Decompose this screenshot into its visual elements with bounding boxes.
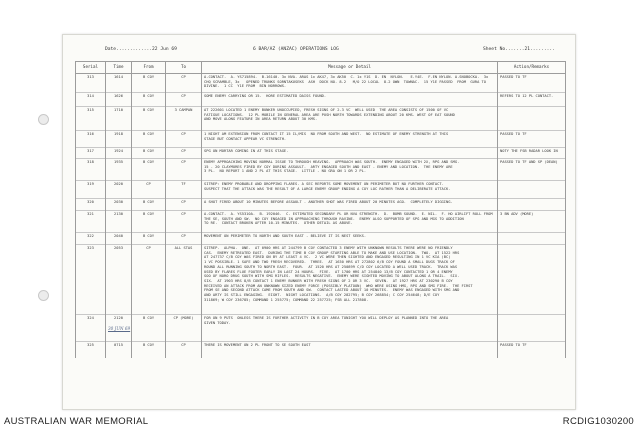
cell-serial: 321 bbox=[76, 211, 106, 233]
cell-from: B COY bbox=[132, 342, 166, 358]
cell-to: CP bbox=[166, 233, 202, 245]
cell-time: 1935 bbox=[106, 159, 132, 181]
cell-message: SITREP. ALPHA. ONE. AT 0900 HRS AT 244799 B COY CONTACTED 3 ENEMY WITH UNKNOWN RESULTS THERE WERE NO FRIENDLY CAS. ENEMY RETREATED EAST. DURING THE TIME B COY GROUP STARTING ABLE TO MAKE AND USE LOCATION. TWO. AT 1522 HRS AT 247737 C/B COY WAS FIRED ON BY AT LEAST 4 VC. 2 VC WERE THEN SIGHTED AND ENGAGED RESULTING IN 1 VC KIA (BC) 1 VC POSSIBLE. 1 SAFE AND TWO FRESH RECOVERED. THREE. AT 1630 HRS AT 272802 6/B COY FOUND A SMALL DUGS TRACK OF ROUND ALL RUNNING SOUTH TO NORTH EAST. FOUR. AT 1520 HRS AT 250899 C/D COY LOCATED A WELL USED TRACK. TRACK WAS USED BY FLARES FLUE FOOTER EARLY IN LAST 24 HOURS. FIVE. AT 1700 HRS AT 254840 13/B COY CONTACTED 1 OR 4 ENEMY SOO OF NORO DRUG SOUTH WITH SMG RIFLES. RESULTS NEGATIVE. ENEMY WERE SIGHTED MOVING TO ABOUT ALONG A TRAIL. SIX. SIX. AT 1903 HRS 8/B CONTACT 1 ENEMY BUNKER WITH FRESH SIGNS OF 2 OR 3 VC. SEVEN. AT 1927 HRS AT 230290 B COY RECEIVED AN ATTACK FROM AN UNKNOWN SIZED ENEMY FORCE (POSSIBLY PLATOON) WHO WERE USING HMG, RPG AND SMG FIRE. THE FIRST FROM SE AND SECOND ATTACK CAME FROM SOUTH AND SW. CONTACT LASTED ABOUT 10 MINUTES. ENEMY WAS ENGAGED WITH SMG AND AND ARTY IS STILL ENGAGING. EIGHT. NIGHT LOCATIONS. A/B COY 282795; B COY 268854; C COY 254648; D/E COY 311869; W COY 236785; COMMAND 1 255775; COMMAND 22 257725; FSB ALL 217808. bbox=[202, 245, 498, 315]
column-header-serial: Serial bbox=[76, 62, 106, 74]
binder-punch-hole bbox=[38, 290, 49, 301]
cell-time: 1924 bbox=[106, 148, 132, 159]
cell-message: FOR ON 9 PUTS ONLESS THERE IS FURTHER ACTIVITY IN B COY AREA TONIGHT YOU WILL DEPLOY AS PLANNED INTO THE AREA GIVEN TODAY. bbox=[202, 315, 498, 342]
cell-time: 2030 bbox=[106, 199, 132, 211]
binder-punch-hole bbox=[38, 114, 49, 125]
cell-message: ENEMY APPROACHING MOVING NORMAL ISSUE TO THROUGH HEAVING. APPROACH WAS SOUTH. ENEMY ENGAGED WITH 2X, RPG AND SMG. 15 - 20 CLAYMORES FIRED BY COY DURING ASSAULT. ARTY ENGAGED SOUTH AND EAST - ENEMY AND LOCATION. THE ENEMY ARE 3 PL. NO REPORT 1 AND 2 PL AT THIS STAGE. LITTLE - NO GRA ON 1 OR 2 PL. bbox=[202, 159, 498, 181]
cell-message: SPG ON MORTAR COMING IN AT THIS STAGE. bbox=[202, 148, 498, 159]
cell-from: CP bbox=[132, 245, 166, 315]
cell-remarks: PASSED TO TF bbox=[498, 131, 566, 148]
cell-serial: 317 bbox=[76, 148, 106, 159]
cell-time: 1918 bbox=[106, 131, 132, 148]
cell-message: SITREP: ENEMY PROBABLE AND DROPPING FLARES. A SEC REPORTS SOME MOVEMENT ON PERIMETER BUT NO FURTHER CONTACT. SUSPECT THAT THE ATTACK WAS THE RESULT OF A LARGE ENEMY GROUP ENDING A COY LOC RATHER THAN A DELIBERATE ATTACK. bbox=[202, 181, 498, 199]
cell-to: 3 CAMPAN bbox=[166, 107, 202, 131]
cell-serial: 318 bbox=[76, 159, 106, 181]
cell-message: SOME ENEMY CARRYING OR 15. HORE ESTIMATED DAISS FOUND. bbox=[202, 93, 498, 107]
cell-serial: 315 bbox=[76, 107, 106, 131]
cell-message: A.CONTACT. A. YS5310A. B. 192046. C. ESTIMATED SECONDARY PL OR NVA STRENGTH. D. BOMB SOUND. E. NIL. F. HO AIRLIFT ROLL FROM THE SE, SOUTH AND SW. NO COY ENGAGED IN APPROACHING THROUGH RAVINE. ENEMY ALSO SUPPORTED OF SPG AND MGS TO ADDITION TO RE. CONTACT BROKEN AFTER 10-15 MINUTES. OTHER DETAIL AS ABOVE. bbox=[202, 211, 498, 233]
cell-to: CP bbox=[166, 199, 202, 211]
cell-time: 2020 bbox=[106, 181, 132, 199]
cell-serial: 316 bbox=[76, 131, 106, 148]
column-header-message: Message or Detail bbox=[202, 62, 498, 74]
cell-remarks: PASSED TO TF bbox=[498, 342, 566, 358]
column-header-time: Time bbox=[106, 62, 132, 74]
cell-serial: 319 bbox=[76, 181, 106, 199]
cell-to: TF bbox=[166, 181, 202, 199]
operations-log-table bbox=[75, 61, 566, 358]
table-row bbox=[76, 233, 566, 245]
cell-serial: 322 bbox=[76, 233, 106, 245]
cell-remarks bbox=[498, 245, 566, 315]
cell-to: CP bbox=[166, 131, 202, 148]
table-row bbox=[76, 159, 566, 181]
cell-from: B COY bbox=[132, 233, 166, 245]
table-row bbox=[76, 211, 566, 233]
cell-remarks: PASSED TO TF AND SP (DEAN) bbox=[498, 159, 566, 181]
table-row bbox=[76, 148, 566, 159]
table-row bbox=[76, 131, 566, 148]
cell-time bbox=[106, 315, 132, 342]
cell-time: 1626 bbox=[106, 93, 132, 107]
cell-time: 1614 bbox=[106, 74, 132, 93]
cell-remarks: NOTY THE FSB RADAR LOOK IN bbox=[498, 148, 566, 159]
cell-time: 2053 bbox=[106, 245, 132, 315]
table-row bbox=[76, 107, 566, 131]
cell-remarks bbox=[498, 233, 566, 245]
archive-reference-id: RCDIG1030200 bbox=[562, 416, 634, 427]
cell-time: 2040 bbox=[106, 233, 132, 245]
cell-remarks: PASSED TO TF bbox=[498, 74, 566, 93]
table-row bbox=[76, 342, 566, 358]
sheet-number: Sheet No.......21......... bbox=[483, 47, 555, 52]
column-header-from: From bbox=[132, 62, 166, 74]
table-row bbox=[76, 181, 566, 199]
cell-to: CP bbox=[166, 74, 202, 93]
cell-remarks: REFERS TO 12 PL CONTACT. bbox=[498, 93, 566, 107]
table-row bbox=[76, 74, 566, 93]
cell-from: B COY bbox=[132, 107, 166, 131]
cell-serial: 323 bbox=[76, 245, 106, 315]
cell-message: AT 222601 LOCATED 1 ENEMY BUNKER UNOCCUPIED, FRESH SIGNS OF 2-3 VC WELL USED THE AREA CONSISTS OF 1500 OF VC FATIGUE LOCATIONS. 12 PL MOBILE IN GENERAL AREA ARE PUSH NORTH TOWARDS EXTENDING ABOUT 20 KMS. WEST OF EAT SOUND AND MOVE ALONG FEATURE IN AREA RETURN ABOUT 30 KMS. bbox=[202, 107, 498, 131]
cell-remarks: 3 BN ADV (MORE) bbox=[498, 211, 566, 233]
cell-time-value: 2120 bbox=[114, 316, 123, 320]
cell-from: B COY bbox=[132, 199, 166, 211]
column-header-remarks: Action/Remarks bbox=[498, 62, 566, 74]
cell-remarks bbox=[498, 315, 566, 342]
cell-time: 0715 bbox=[106, 342, 132, 358]
log-date: Date.............22 Jun 69 bbox=[105, 47, 177, 52]
cell-remarks bbox=[498, 199, 566, 211]
cell-time: 1710 bbox=[106, 107, 132, 131]
cell-from: B COY bbox=[132, 93, 166, 107]
cell-message: MOVEMENT ON PERIMETER TO NORTH AND SOUTH EAST - BELIEVE IT IS NEST SEEKS. bbox=[202, 233, 498, 245]
cell-message: THERE IS MOVEMENT ON 2 PL FRONT TO SE SOUTH EAST bbox=[202, 342, 498, 358]
table-row bbox=[76, 199, 566, 211]
cell-from: CP bbox=[132, 181, 166, 199]
table-header-row bbox=[76, 62, 566, 74]
cell-to: CP bbox=[166, 211, 202, 233]
cell-serial: 325 bbox=[76, 342, 106, 358]
cell-from: B COY bbox=[132, 211, 166, 233]
cell-to: CP bbox=[166, 159, 202, 181]
cell-remarks bbox=[498, 181, 566, 199]
cell-to: CP bbox=[166, 342, 202, 358]
cell-from: B COY bbox=[132, 315, 166, 342]
cell-serial: 324 bbox=[76, 315, 106, 342]
cell-time: 2130 bbox=[106, 211, 132, 233]
cell-to: ALL STAS bbox=[166, 245, 202, 315]
cell-message: A SHOT FIRED ABOUT 10 MINUTES BEFORE ASSAULT - ANOTHER SHOT WAS FIRED ABOUT 20 MINUTES AGO. COMPLETELY DIGGING. bbox=[202, 199, 498, 211]
cell-remarks bbox=[498, 107, 566, 131]
handwritten-date-annotation: 30 JUN 69 bbox=[108, 325, 131, 331]
cell-to: CP bbox=[166, 148, 202, 159]
cell-to: CP (MORE) bbox=[166, 315, 202, 342]
cell-message: 1 NIGHT AM EXTENSION FROM CONTACT IT 15 IL/MIS NO FROM SOUTH AND WEST. NO ESTIMATE OF ENEMY STRENGTH AT THIS STAGE BUT CONTACT APPEAR VC STRENGTH. bbox=[202, 131, 498, 148]
table-row bbox=[76, 245, 566, 315]
cell-from: B COY bbox=[132, 74, 166, 93]
cell-serial: 320 bbox=[76, 199, 106, 211]
cell-from: B COY bbox=[132, 159, 166, 181]
cell-serial: 313 bbox=[76, 74, 106, 93]
cell-message: A.CONTACT. A. YS715894. B.16140. 3x NVA. ARAS 1x AK47, 3x AK50 C. 1x Y1S D. EN NYLON. E.Y4E. F.EN NYLON. A.SNOBOCKA. 3x CHQ SCRAMBLE, 3x OPENED TRUNKS SORNTAKUSEKS ASH DOCK NO. 8.2 M/O 22 LOCAL 8.2 OWN TOWNAC. 15 Y1E PASSED FROM GURA TO DIVINE. 1 CC Y1E FROM BIN NORROWS. bbox=[202, 74, 498, 93]
cell-from: B COY bbox=[132, 131, 166, 148]
cell-serial: 314 bbox=[76, 93, 106, 107]
archive-credit: AUSTRALIAN WAR MEMORIAL bbox=[4, 416, 149, 427]
table-row bbox=[76, 93, 566, 107]
log-sheet bbox=[62, 34, 576, 410]
column-header-to: To bbox=[166, 62, 202, 74]
log-title: 6 BAR/AZ (ANZAC) OPERATIONS LOG bbox=[253, 47, 339, 52]
table-row bbox=[76, 315, 566, 342]
cell-from: B COY bbox=[132, 148, 166, 159]
cell-to: CP bbox=[166, 93, 202, 107]
